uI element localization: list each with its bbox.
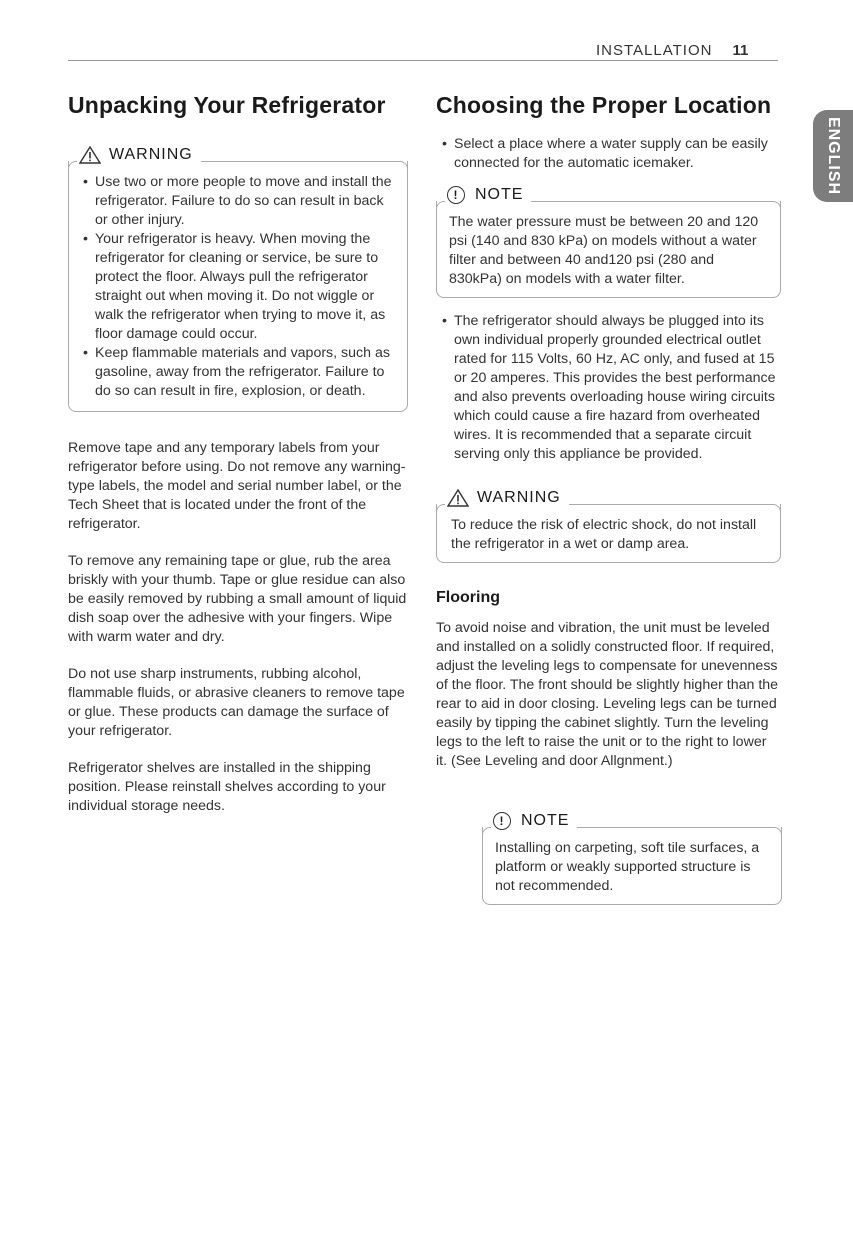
warning-text: To reduce the risk of electric shock, do not install the refrigerator in a wet or damp area. xyxy=(451,517,757,552)
warning-box-left xyxy=(68,146,408,412)
warning-list xyxy=(83,173,395,401)
list-item: • Select a place where a water supply can be easily connected for the automatic icemaker. xyxy=(442,135,781,173)
list-item: • Use two or more people to move and install the refrigerator. Failure to do so can result in back or other injury. xyxy=(83,173,395,230)
flooring-title: Flooring xyxy=(436,589,500,606)
note-text: The water pressure must be between 20 and 120 psi (140 and 830 kPa) on models without a water filter and between 40 and120 psi (280 and 830kPa) on models with a water filter. xyxy=(449,214,759,287)
language-tab-label: ENGLISH xyxy=(825,116,842,196)
warning-label: WARNING xyxy=(109,146,193,163)
left-column xyxy=(68,92,408,816)
location-list-2 xyxy=(436,312,781,464)
right-column xyxy=(436,92,781,905)
exclamation-circle-icon: ! xyxy=(447,186,465,204)
note-label: NOTE xyxy=(521,812,570,829)
warning-triangle-icon xyxy=(79,146,101,164)
location-list xyxy=(436,135,781,173)
page-header xyxy=(596,42,748,59)
list-item: • The refrigerator should always be plugged into its own individual properly grounded electrical outlet rated for 115 Volts, 60 Hz, AC only, and fused at 15 or 20 amperes. This provides the best performance and also prevents overloading house wiring circuits which could cause a fire hazard from overheated wires. It is recommended that a separate circuit serving only this appliance be provided. xyxy=(442,312,781,464)
flooring-text: To avoid noise and vibration, the unit must be leveled and installed on a solidly constructed floor. If required, adjust the leveling legs to compensate for unevenness of the floor. The front should be slightly higher than the rear to aid in door closing. Leveling legs can be turned easily by tipping the cabinet slightly. Turn the leveling legs to the left to raise the unit or to the right to lower it. (See Leveling and door Allgnment.) xyxy=(436,620,779,769)
section-title: INSTALLATION xyxy=(596,42,713,59)
paragraph: To remove any remaining tape or glue, rub the area briskly with your thumb. Tape or glue residue can also be easily removed by rubbing a small amount of liquid dish soap over the adhesive with your fingers. Wipe with warm water and dry. xyxy=(68,553,407,645)
language-tab xyxy=(813,110,853,202)
paragraph: Remove tape and any temporary labels from your refrigerator before using. Do not remove any warning-type labels, the model and serial number label, or the Tech Sheet that is located under the front of the refrigerator. xyxy=(68,440,406,532)
location-title: Choosing the Proper Location xyxy=(436,92,772,118)
list-item: • Your refrigerator is heavy. When moving the refrigerator for cleaning or service, be sure to protect the floor. Always pull the refrigerator straight out when moving it. Do not wiggle or walk the refrigerator when trying to move it, as floor damage could occur. xyxy=(83,230,395,344)
note-box-2 xyxy=(482,812,782,905)
warning-triangle-icon xyxy=(447,489,469,507)
note-label: NOTE xyxy=(475,186,524,203)
page-number: 11 xyxy=(732,42,749,59)
paragraph: Do not use sharp instruments, rubbing alcohol, flammable fluids, or abrasive cleaners to remove tape or glue. These products can damage the surface of your refrigerator. xyxy=(68,666,405,739)
list-item: • Keep flammable materials and vapors, such as gasoline, away from the refrigerator. Failure to do so can result in fire, explosion, or death. xyxy=(83,344,395,401)
unpacking-title: Unpacking Your Refrigerator xyxy=(68,92,386,118)
note-box-1 xyxy=(436,186,781,298)
warning-box-right xyxy=(436,489,781,563)
note-text: Installing on carpeting, soft tile surfaces, a platform or weakly supported structure is not recommended. xyxy=(495,840,760,894)
paragraph: Refrigerator shelves are installed in the shipping position. Please reinstall shelves according to your individual storage needs. xyxy=(68,760,386,814)
warning-label: WARNING xyxy=(477,489,561,506)
exclamation-circle-icon: ! xyxy=(493,812,511,830)
header-rule xyxy=(68,60,778,61)
